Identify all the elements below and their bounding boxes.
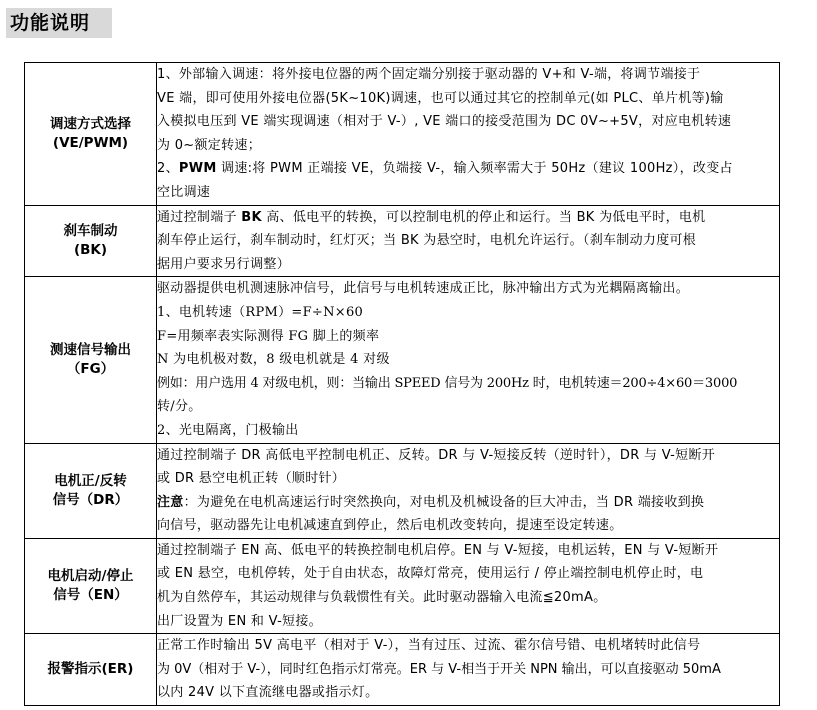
desc-line: 或 DR 悬空电机正转（顺时针） (157, 471, 346, 487)
desc-line: 2、光电隔离，门极输出 (157, 422, 299, 438)
desc-line (157, 491, 779, 515)
row-label (25, 205, 157, 277)
desc-line: 出厂设置为 EN 和 V-短接。 (157, 613, 322, 629)
row-description (157, 634, 780, 706)
row-label (25, 538, 157, 633)
table-row-brake (25, 205, 780, 277)
desc-line: 为 0~额定转速； (157, 137, 261, 153)
function-table (24, 62, 780, 706)
desc-bold: BK (241, 209, 262, 225)
table-row-en (25, 538, 780, 633)
table-row-speed-mode (25, 63, 780, 206)
desc-line: 通过控制端子 DR 高低电平控制电机正、反转。DR 与 V-短接反转（逆时针），DR 与 V-短断开 (157, 447, 716, 463)
row-description (157, 277, 780, 443)
row-description (157, 443, 780, 538)
desc-line: 1、电机转速（RPM）=F÷N×60 (157, 304, 364, 320)
table-row-er (25, 634, 780, 706)
label-title: 测速信号输出 (50, 341, 131, 358)
desc-line: 转/分。 (157, 399, 202, 415)
note-label: 注意 (157, 494, 184, 510)
desc-line: 正常工作时输出 5V 高电平（相对于 V-），当有过压、过流、霍尔信号错、电机堵转时此信号 (157, 638, 701, 654)
desc-line: 向信号，驱动器先让电机减速直到停止，然后电机改变转向，提速至设定转速。 (157, 518, 623, 534)
label-title: 电机正/反转 (54, 472, 127, 489)
desc-line: 机为自然停车，其运动规律与负载惯性有关。此时驱动器输入电流≦20mA。 (157, 590, 607, 606)
label-title: 调速方式选择 (50, 115, 131, 132)
section-heading: 功能说明 (6, 8, 112, 38)
desc-line: VE 端，即可使用外接电位器(5K~10K)调速，也可以通过其它的控制单元(如 PLC、单片机等)输 (157, 90, 724, 106)
label-code: （FG） (66, 360, 115, 377)
label-title: 刹车制动 (63, 222, 118, 239)
label-title: 报警指示(ER) (47, 661, 134, 678)
row-label (25, 443, 157, 538)
label-title: 电机启动/停止 (47, 568, 134, 585)
desc-line: 1、外部输入调速：将外接电位器的两个固定端分别接于驱动器的 V+和 V-端，将调节端接于 (157, 67, 701, 82)
desc-line: 以内 24V 以下直流继电器或指示灯。 (157, 685, 379, 701)
row-description (157, 205, 780, 277)
desc-line: 为 0V（相对于 V-），同时红色指示灯常亮。ER 与 V-相当于开关 NPN 输出，可以直接驱动 50mA (157, 661, 721, 677)
desc-text: 高、低电平的转换，可以控制电机的停止和运行。当 BK 为低电平时，电机 (261, 209, 706, 225)
table-row-dr (25, 443, 780, 538)
desc-line: 通过控制端子 EN 高、低电平的转换控制电机启停。EN 与 V-短接，电机运转，EN 与 V-短断开 (157, 542, 719, 558)
table-row-fg (25, 277, 780, 443)
desc-text: ：为避免在电机高速运行时突然换向，对电机及机械设备的巨大冲击，当 DR 端接收到换 (183, 494, 705, 510)
desc-line: 驱动器提供电机测速脉冲信号，此信号与电机转速成正比，脉冲输出方式为光耦隔离输出。 (157, 281, 690, 297)
desc-line: 据用户要求另行调整） (157, 256, 291, 272)
row-description (157, 538, 780, 633)
desc-line: N 为电机极对数，8 级电机就是 4 对级 (157, 352, 390, 368)
desc-line: 刹车停止运行，刹车制动时，红灯灭；当 BK 为悬空时，电机允许运行。（刹车制动力度可根 (157, 233, 697, 249)
desc-line: 入模拟电压到 VE 端实现调速（相对于 V-）, VE 端口的接受范围为 DC 0V~+5V，对应电机转速 (157, 114, 732, 130)
label-code: 信号（EN） (53, 587, 128, 604)
row-description (157, 63, 780, 206)
desc-text: 调速:将 PWM 正端接 VE，负端接 V-，输入频率需大于 50Hz（建议 100Hz），改变占 (216, 161, 733, 177)
desc-prefix: 2、 (157, 161, 179, 177)
label-code: 信号（DR） (52, 491, 129, 508)
desc-line: 例如：用户选用 4 对级电机，则：当输出 SPEED 信号为 200Hz 时，电机转速＝200÷4×60＝3000 (157, 375, 738, 391)
row-label (25, 277, 157, 443)
row-label (25, 63, 157, 206)
desc-bold: PWM (178, 161, 217, 177)
row-label (25, 634, 157, 706)
desc-line: 空比调速 (157, 184, 211, 200)
label-code: (BK) (73, 241, 108, 258)
desc-text: 通过控制端子 (157, 209, 242, 225)
desc-line: F=用频率表实际测得 FG 脚上的频率 (157, 328, 380, 344)
label-code: (VE/PWM) (52, 134, 129, 151)
desc-line: 或 EN 悬空，电机停转，处于自由状态，故障灯常亮，使用运行 / 停止端控制电机停止时，电 (157, 566, 704, 582)
desc-line (157, 157, 779, 181)
desc-line (157, 206, 779, 230)
